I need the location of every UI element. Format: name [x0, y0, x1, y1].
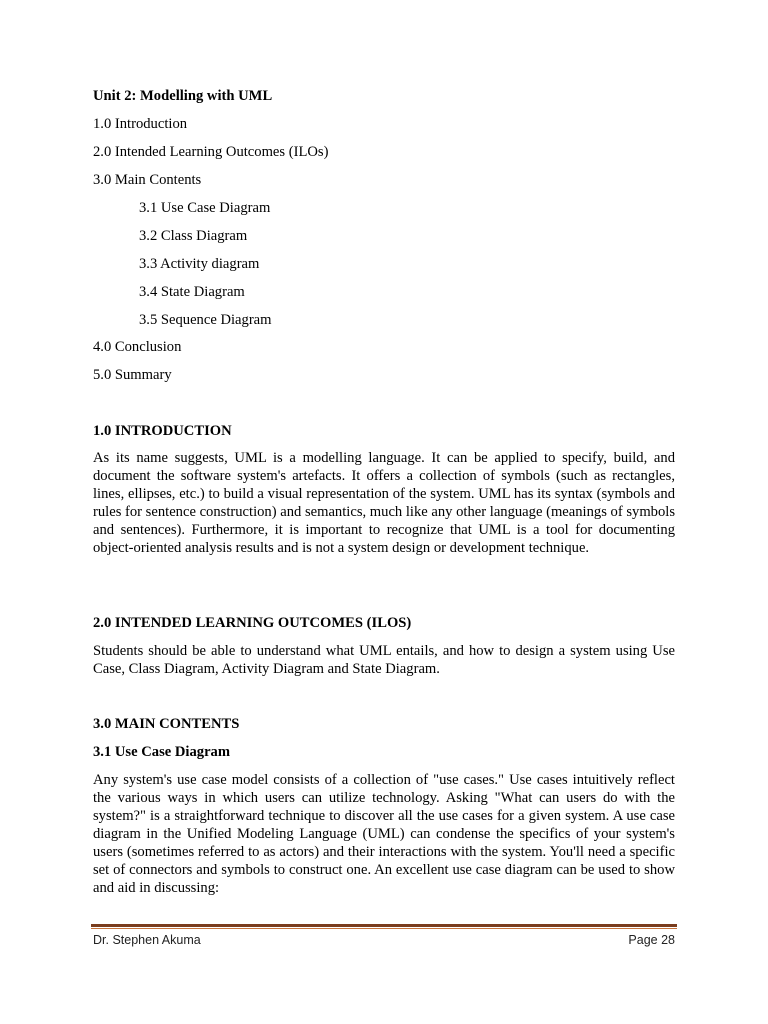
toc-subitem-sequence: 3.5 Sequence Diagram [139, 312, 272, 328]
use-case-subheading: 3.1 Use Case Diagram [93, 744, 230, 760]
unit-title: Unit 2: Modelling with UML [93, 88, 273, 104]
toc-subitem-activity: 3.3 Activity diagram [139, 256, 260, 272]
footer-rule-accent [91, 928, 677, 929]
toc-item-introduction: 1.0 Introduction [93, 116, 188, 132]
footer-author: Dr. Stephen Akuma [93, 933, 201, 947]
toc-subitem-use-case: 3.1 Use Case Diagram [139, 200, 271, 216]
toc-item-summary: 5.0 Summary [93, 367, 172, 383]
introduction-heading: 1.0 INTRODUCTION [93, 423, 232, 439]
toc-subitem-state: 3.4 State Diagram [139, 284, 245, 300]
toc-item-conclusion: 4.0 Conclusion [93, 339, 182, 355]
outcomes-paragraph: Students should be able to understand what UML entails, and how to design a system using Use Case, Class Diagram, Activity Diagram and State Diagram. [93, 643, 675, 677]
footer-page-number: Page 28 [628, 933, 675, 947]
toc-item-ilos: 2.0 Intended Learning Outcomes (ILOs) [93, 144, 329, 160]
toc-item-main-contents: 3.0 Main Contents [93, 172, 202, 188]
use-case-paragraph: Any system's use case model consists of a collection of "use cases." Use cases intuitively reflect the various ways in which users can utilize technology. Asking "What can users do with the system?" is a straightforward technique to discover all the use cases for a given system. A use case diagram in the Unified Modeling Language (UML) can condense the specifics of your system's users (sometimes referred to as actors) and their interactions with the system. You'll need a specific set of connectors and symbols to construct one. An excellent use case diagram can be used to show and aid in discussing: [93, 772, 675, 896]
footer-rule [91, 924, 677, 927]
main-contents-heading: 3.0 MAIN CONTENTS [93, 716, 240, 732]
toc-subitem-class: 3.2 Class Diagram [139, 228, 248, 244]
introduction-paragraph: As its name suggests, UML is a modelling language. It can be applied to specify, build, and document the software system's artefacts. It offers a collection of symbols (such as rectangles, lines, ellipses, etc.) to build a visual representation of the system. UML has its syntax (symbols and rules for sentence construction) and semantics, much like any other language (meanings of symbols and sentences). Furthermore, it is important to recognize that UML is a tool for documenting object-oriented analysis results and is not a system design or development technique. [93, 450, 675, 556]
outcomes-heading: 2.0 INTENDED LEARNING OUTCOMES (ILOS) [93, 615, 412, 631]
